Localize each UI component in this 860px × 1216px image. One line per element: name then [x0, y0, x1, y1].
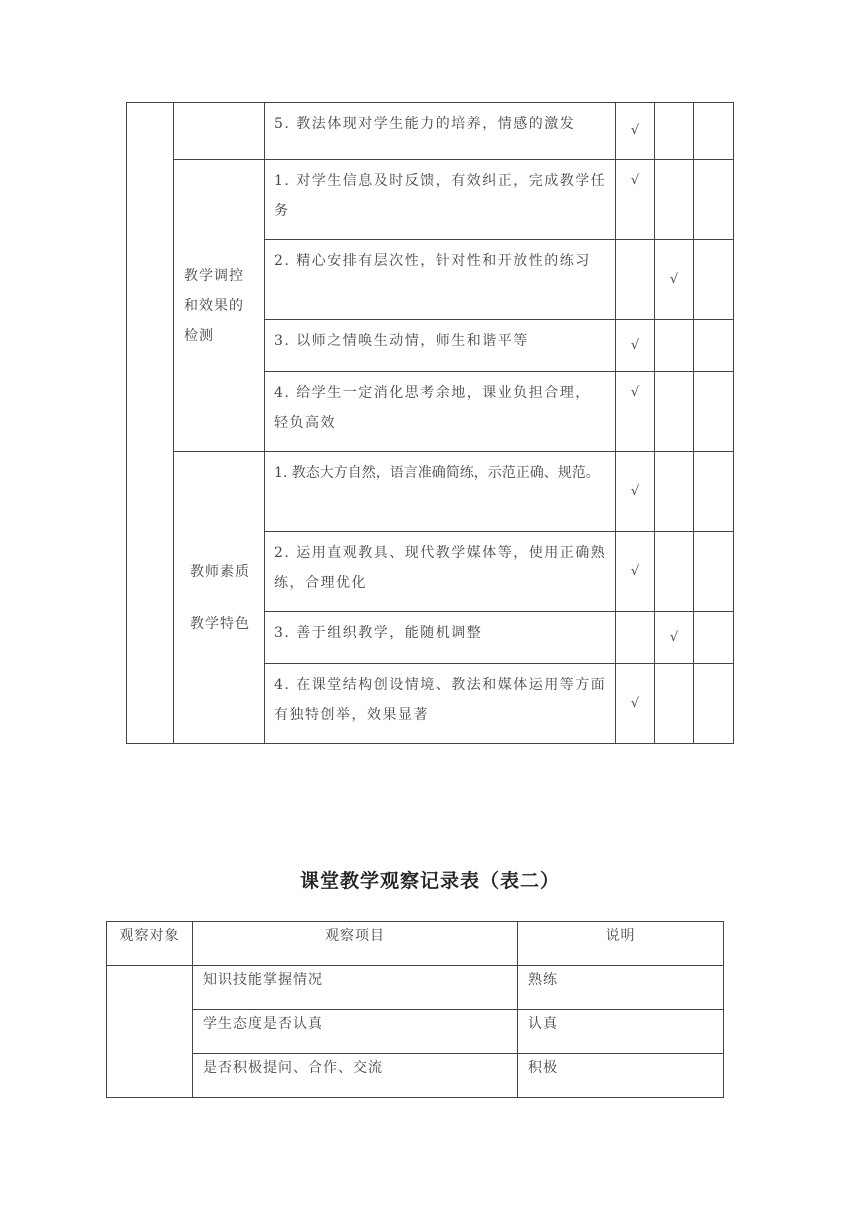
table-row: [127, 103, 734, 160]
rating-cell-1: √: [616, 103, 655, 160]
rating-cell-1: √: [616, 372, 655, 452]
rating-cell-2: [655, 452, 694, 532]
rating-cell-2: √: [655, 240, 694, 320]
rating-cell-3: [694, 664, 734, 744]
rating-cell-3: [694, 452, 734, 532]
category-cell: [174, 452, 265, 744]
evaluation-table: [126, 102, 734, 744]
item-cell: 学生态度是否认真: [193, 1010, 518, 1054]
table-row: [107, 1010, 724, 1054]
table-row: [127, 160, 734, 240]
rating-cell-2: [655, 160, 694, 240]
outer-category-cell: [127, 103, 174, 744]
category-line: 教学特色: [190, 615, 250, 632]
rating-cell-1: √: [616, 320, 655, 372]
rating-cell-1: √: [616, 532, 655, 612]
note-cell: 熟练: [518, 966, 724, 1010]
header-row: [107, 922, 724, 966]
rating-cell-1: √: [616, 160, 655, 240]
rating-cell-3: [694, 240, 734, 320]
rating-cell-3: [694, 372, 734, 452]
item-cell: 是否积极提问、合作、交流: [193, 1054, 518, 1098]
item-cell: 2. 运用直观教具、现代教学媒体等，使用正确熟练，合理优化: [265, 532, 616, 612]
rating-cell-1: √: [616, 452, 655, 532]
rating-cell-3: [694, 160, 734, 240]
header-cell-note: 说明: [518, 922, 724, 966]
rating-cell-2: [655, 103, 694, 160]
rating-cell-2: [655, 532, 694, 612]
observation-table: [106, 921, 724, 1098]
rating-cell-2: [655, 372, 694, 452]
rating-cell-1: [616, 612, 655, 664]
table-row: [107, 1054, 724, 1098]
object-cell: [107, 966, 193, 1098]
rating-cell-3: [694, 532, 734, 612]
rating-cell-1: [616, 240, 655, 320]
table-row: [107, 966, 724, 1010]
table-row: [127, 452, 734, 532]
rating-cell-2: √: [655, 612, 694, 664]
item-cell: 3. 善于组织教学，能随机调整: [265, 612, 616, 664]
category-line: 教师素质: [190, 563, 250, 580]
item-cell: 4. 给学生一定消化思考余地，课业负担合理， 轻负高效: [265, 372, 616, 452]
item-cell: 知识技能掌握情况: [193, 966, 518, 1010]
rating-cell-1: √: [616, 664, 655, 744]
item-cell: 4. 在课堂结构创设情境、教法和媒体运用等方面有独特创举，效果显著: [265, 664, 616, 744]
item-cell: 1. 对学生信息及时反馈，有效纠正，完成教学任务: [265, 160, 616, 240]
note-cell: 积极: [518, 1054, 724, 1098]
category-cell: 教学调控和效果的检测: [174, 160, 265, 452]
note-cell: 认真: [518, 1010, 724, 1054]
item-cell: 5. 教法体现对学生能力的培养，情感的激发: [265, 103, 616, 160]
rating-cell-3: [694, 320, 734, 372]
rating-cell-3: [694, 103, 734, 160]
item-cell: 2. 精心安排有层次性，针对性和开放性的练习: [265, 240, 616, 320]
category-cell: [174, 103, 265, 160]
observation-table-title: 课堂教学观察记录表（表二）: [299, 870, 560, 892]
header-cell-item: 观察项目: [193, 922, 518, 966]
rating-cell-3: [694, 612, 734, 664]
rating-cell-2: [655, 320, 694, 372]
item-cell: 1. 教态大方自然，语言准确简练，示范正确、规范。: [265, 452, 616, 532]
item-cell: 3. 以师之情唤生动情，师生和谐平等: [265, 320, 616, 372]
header-cell-object: 观察对象: [107, 922, 193, 966]
rating-cell-2: [655, 664, 694, 744]
